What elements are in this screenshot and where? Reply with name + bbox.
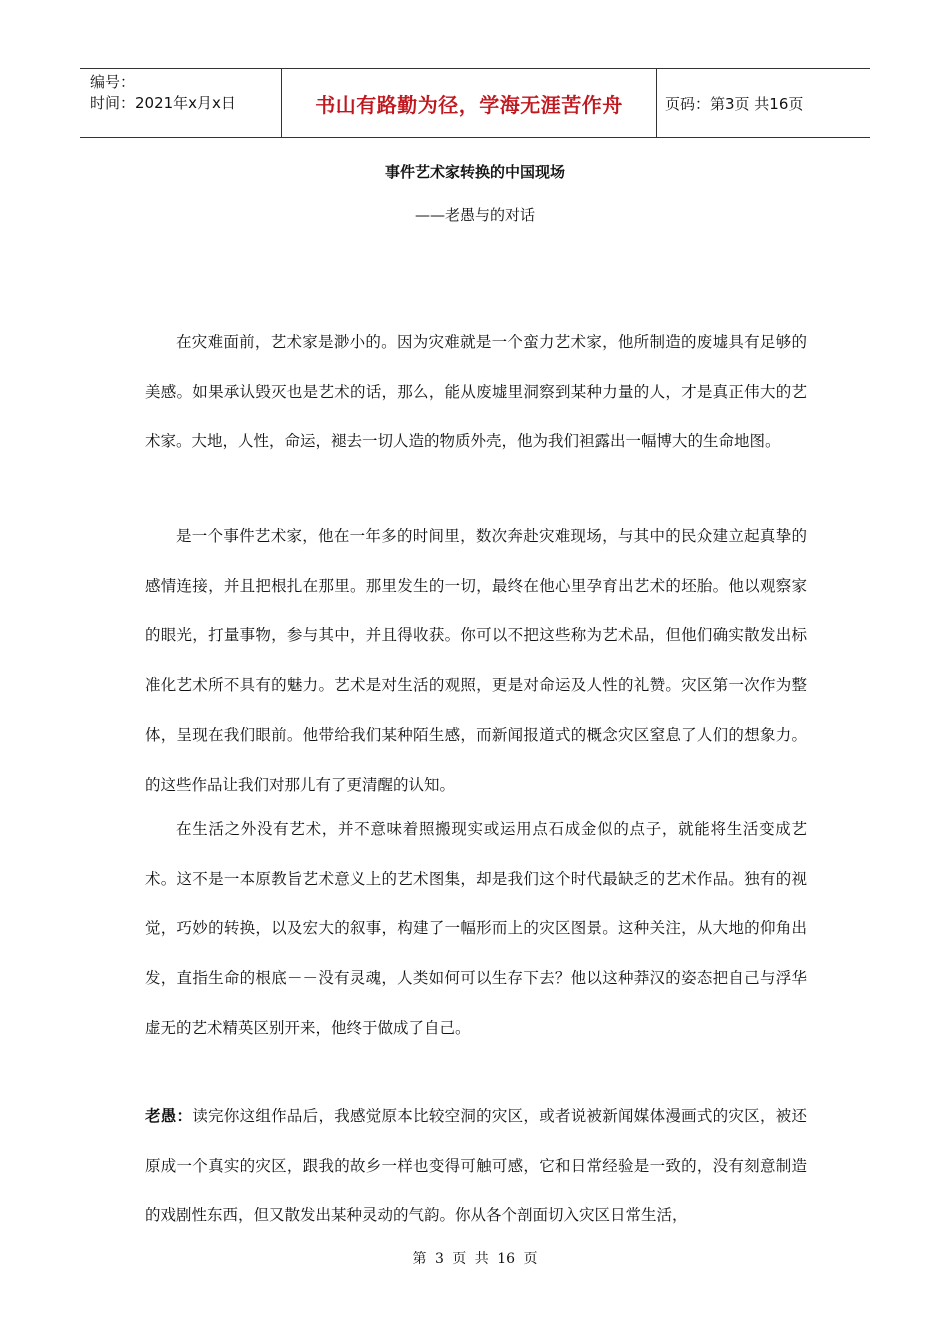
header-meta: [80, 69, 282, 137]
document-number-label: 编号：: [90, 73, 136, 91]
dialogue-speaker: 老愚：: [145, 1106, 193, 1125]
dialogue-paragraph: [145, 1091, 807, 1241]
body-paragraph-1: 在灾难面前，艺术家是渺小的。因为灾难就是一个蛮力艺术家，他所制造的废墟具有足够的美感。如果承认毁灭也是艺术的话，那么，能从废墟里洞察到某种力量的人，才是真正伟大的艺术家。大地，人性，命运，褪去一切人造的物质外壳，他为我们袒露出一幅博大的生命地图。: [145, 333, 807, 451]
header-page-info: 页码：第3页 共16页: [665, 94, 804, 113]
body-paragraph-3: 在生活之外没有艺术，并不意味着照搬现实或运用点石成金似的点子，就能将生活变成艺术。这不是一本原教旨艺术意义上的艺术图集，却是我们这个时代最缺乏的艺术作品。独有的视觉，巧妙的转换，以及宏大的叙事，构建了一幅形而上的灾区图景。这种关注，从大地的仰角出发，直指生命的根底－－没有灵魂，人类如何可以生存下去？他以这种莽汉的姿态把自己与浮华虚无的艺术精英区别开来，他终于做成了自己。: [145, 820, 807, 1037]
article-subtitle: ——老愚与的对话: [414, 206, 535, 224]
header-motto: 书山有路勤为径，学海无涯苦作舟: [282, 69, 657, 137]
article-title: 事件艺术家转换的中国现场: [384, 163, 565, 181]
page-header: [80, 68, 870, 138]
document-date-label: 时间：2021年x月x日: [90, 94, 236, 112]
body-paragraph-2: 是一个事件艺术家，他在一年多的时间里，数次奔赴灾难现场，与其中的民众建立起真挚的感情连接，并且把根扎在那里。那里发生的一切，最终在他心里孕育出艺术的坯胎。他以观察家的眼光，打量事物，参与其中，并且得收获。你可以不把这些称为艺术品，但他们确实散发出标准化艺术所不具有的魅力。艺术是对生活的观照，更是对命运及人性的礼赞。灾区第一次作为整体，呈现在我们眼前。他带给我们某种陌生感，而新闻报道式的概念灾区窒息了人们的想象力。的这些作品让我们对那儿有了更清醒的认知。: [145, 527, 807, 794]
page-footer: 第 3 页 共 16 页: [412, 1251, 538, 1267]
dialogue-text: 读完你这组作品后，我感觉原本比较空洞的灾区，或者说被新闻媒体漫画式的灾区，被还原成一个真实的灾区，跟我的故乡一样也变得可触可感，它和日常经验是一致的，没有刻意制造的戏剧性东西，但又散发出某种灵动的气韵。你从各个剖面切入灾区日常生活，: [145, 1107, 807, 1225]
